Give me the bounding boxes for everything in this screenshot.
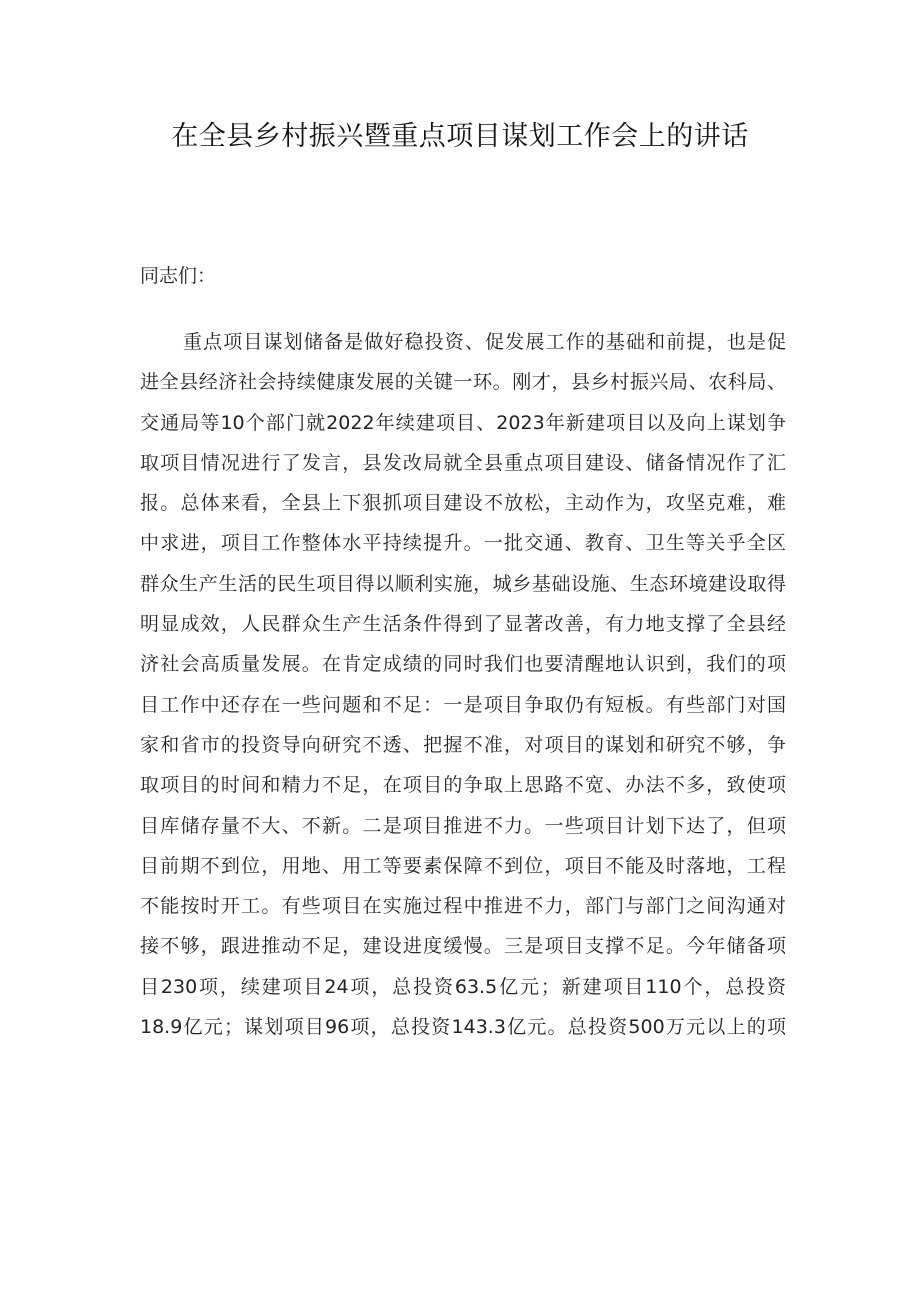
paragraph-line: 济社会高质量发展。在肯定成绩的同时我们也要清醒地认识到，我们的项 — [140, 653, 786, 676]
paragraph-line: 交通局等10个部门就2022年续建项目、2023年新建项目以及向上谋划争 — [140, 411, 786, 434]
paragraph-line: 家和省市的投资导向研究不透、把握不准，对项目的谋划和研究不够，争 — [140, 733, 786, 756]
paragraph-line: 目前期不到位，用地、用工等要素保障不到位，项目不能及时落地，工程 — [140, 854, 786, 877]
paragraph-line: 接不够，跟进推动不足，建设进度缓慢。三是项目支撑不足。今年储备项 — [140, 935, 786, 958]
document-title: 在全县乡村振兴暨重点项目谋划工作会上的讲话 — [171, 121, 749, 152]
salutation: 同志们： — [140, 265, 217, 287]
paragraph-line: 重点项目谋划储备是做好稳投资、促发展工作的基础和前提，也是促 — [183, 331, 786, 353]
paragraph-line: 中求进，项目工作整体水平持续提升。一批交通、教育、卫生等关乎全区 — [140, 532, 786, 555]
paragraph-line: 18.9亿元；谋划项目96项，总投资143.3亿元。总投资500万元以上的项 — [140, 1016, 786, 1039]
paragraph-line: 进全县经济社会持续健康发展的关键一环。刚才，县乡村振兴局、农科局、 — [140, 371, 786, 394]
paragraph-line: 目230项，续建项目24项，总投资63.5亿元；新建项目110个，总投资 — [140, 975, 786, 998]
paragraph-line: 明显成效，人民群众生产生活条件得到了显著改善，有力地支撑了全县经 — [140, 613, 786, 636]
paragraph-line: 目工作中还存在一些问题和不足：一是项目争取仍有短板。有些部门对国 — [140, 693, 786, 716]
paragraph-line: 群众生产生活的民生项目得以顺利实施，城乡基础设施、生态环境建设取得 — [140, 572, 786, 595]
paragraph-line: 取项目的时间和精力不足，在项目的争取上思路不宽、办法不多，致使项 — [140, 774, 786, 797]
paragraph-line: 报。总体来看，全县上下狠抓项目建设不放松，主动作为，攻坚克难，难 — [140, 492, 786, 515]
paragraph-line: 目库储存量不大、不新。二是项目推进不力。一些项目计划下达了，但项 — [140, 814, 786, 837]
paragraph-line: 不能按时开工。有些项目在实施过程中推进不力，部门与部门之间沟通对 — [140, 895, 786, 918]
paragraph-line: 取项目情况进行了发言，县发改局就全县重点项目建设、储备情况作了汇 — [140, 451, 786, 474]
body-paragraph — [140, 322, 786, 1047]
